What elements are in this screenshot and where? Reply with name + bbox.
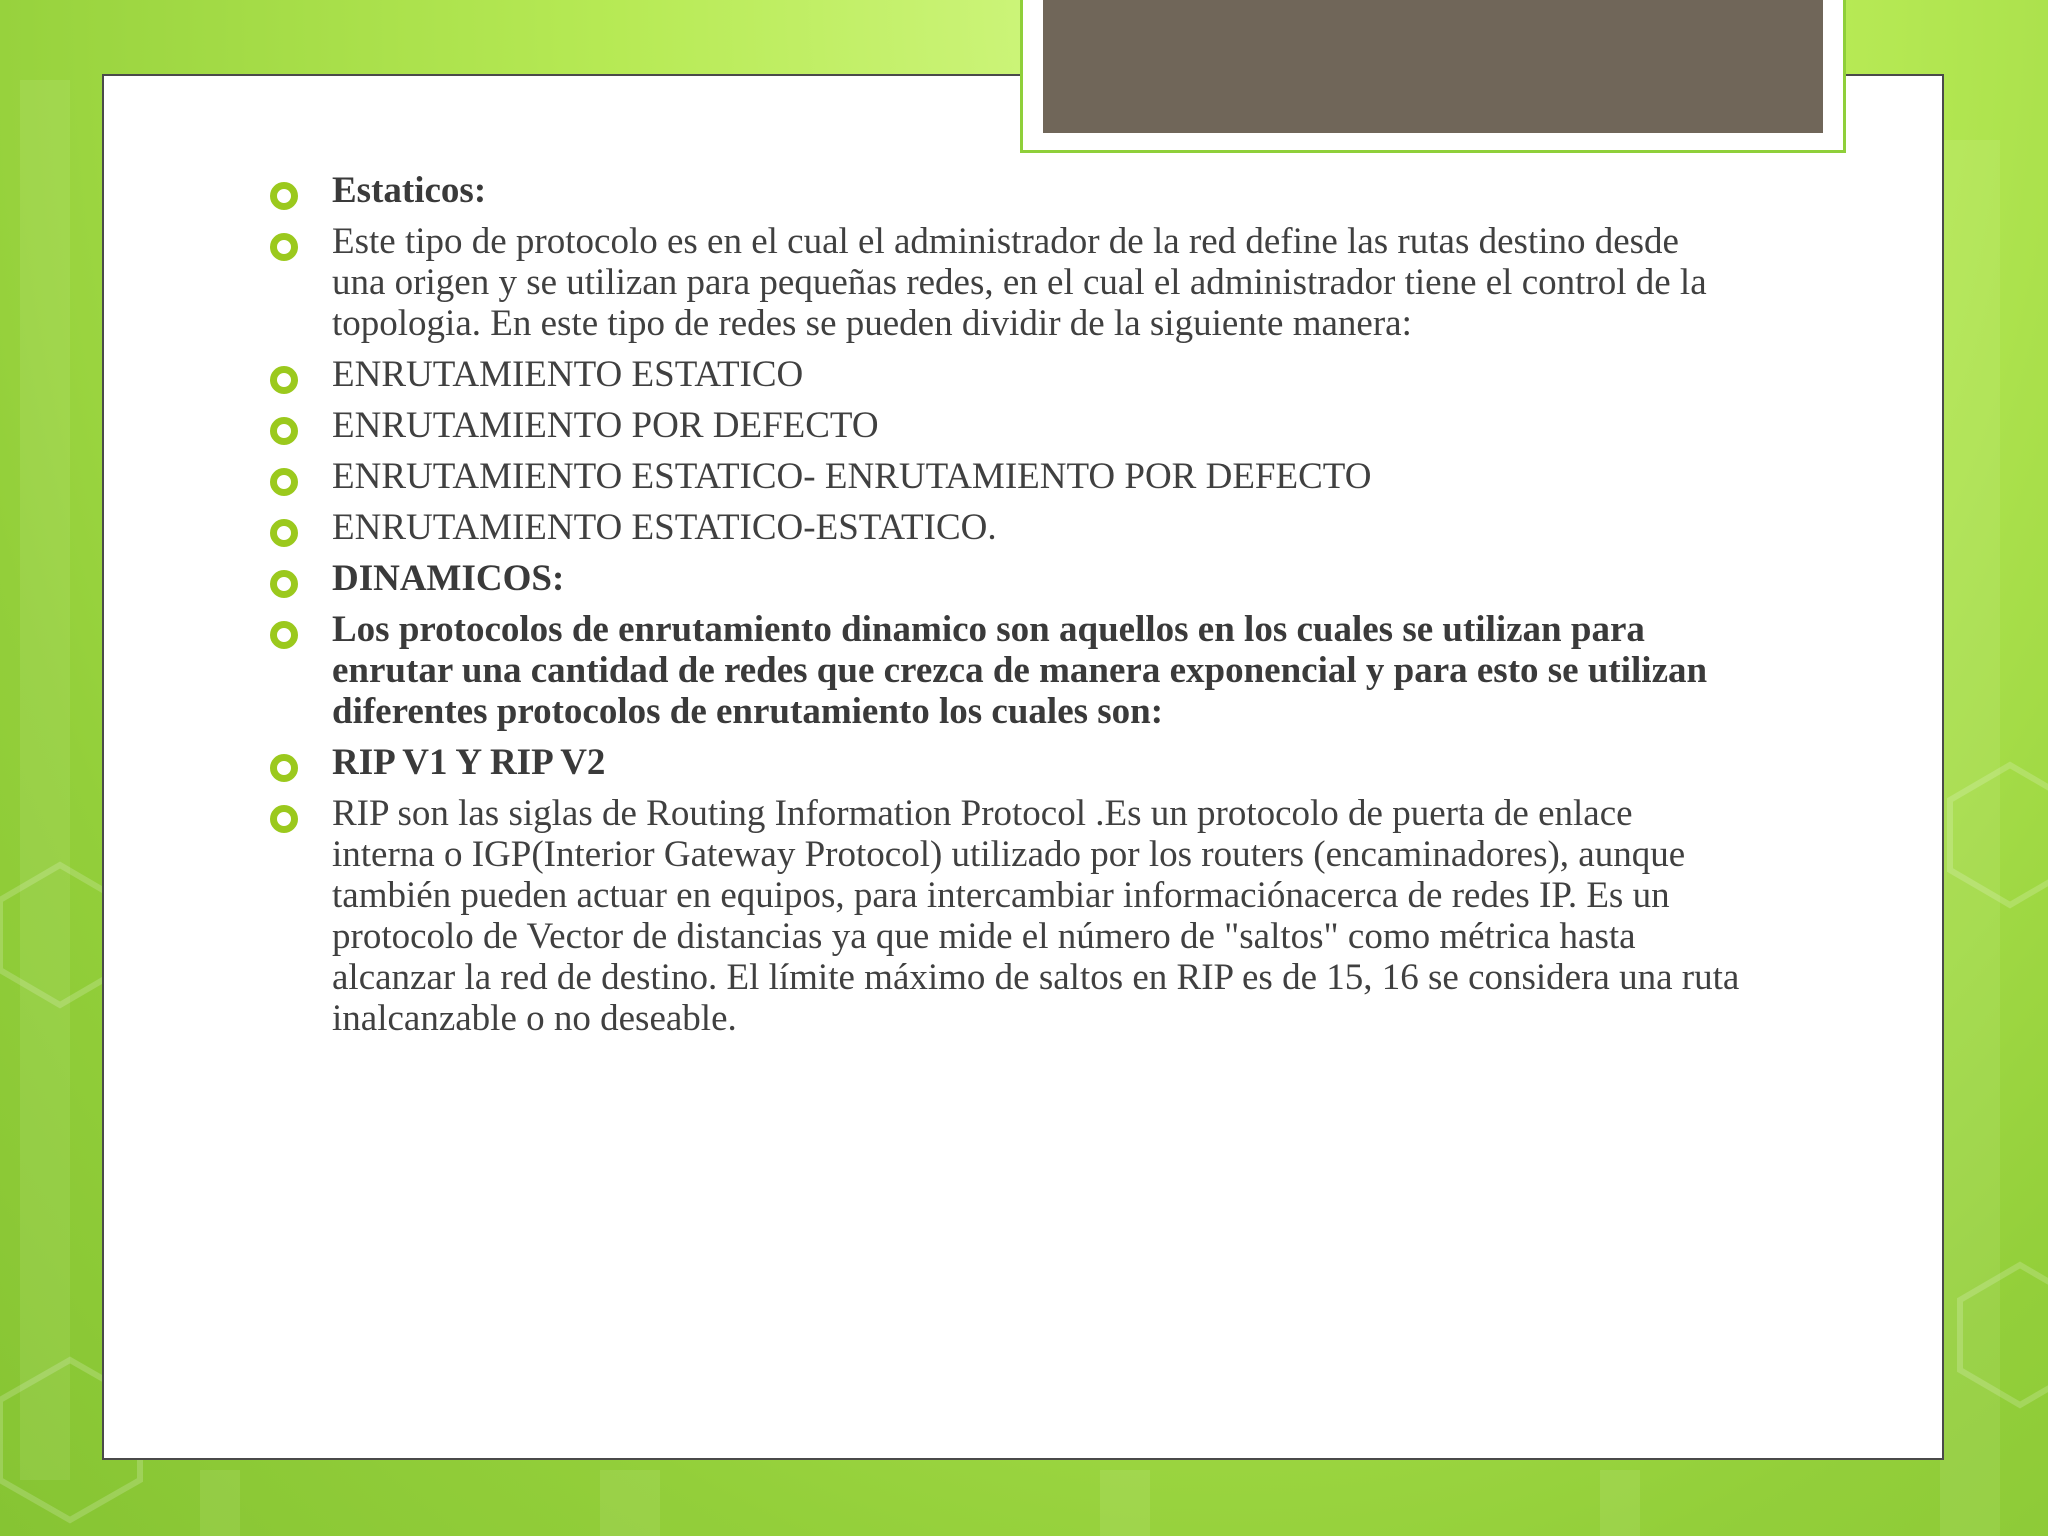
bullet-icon <box>270 182 298 210</box>
title-box <box>1043 0 1823 133</box>
bullet-item <box>270 609 1740 732</box>
bullet-item <box>270 558 1740 599</box>
bullet-item <box>270 354 1740 395</box>
bullet-item <box>270 793 1740 1039</box>
bullet-item <box>270 507 1740 548</box>
bullet-item <box>270 405 1740 446</box>
bullet-text: Estaticos: <box>332 170 487 211</box>
bullet-item <box>270 221 1740 344</box>
bullet-icon <box>270 417 298 445</box>
bullet-text: RIP V1 Y RIP V2 <box>332 742 606 783</box>
bullet-icon <box>270 805 298 833</box>
bullet-item <box>270 170 1740 211</box>
title-tab <box>1020 0 1846 153</box>
bullet-icon <box>270 233 298 261</box>
bullet-text: ENRUTAMIENTO ESTATICO- ENRUTAMIENTO POR DEFECTO <box>332 456 1372 497</box>
bullet-icon <box>270 621 298 649</box>
bullet-text: RIP son las siglas de Routing Information Protocol .Es un protocolo de puerta de enlace interna o IGP(Interior Gateway Protocol) utilizado por los routers (encaminadores), aunque también pueden actuar en equipos, para intercambiar informaciónacerca de redes IP. Es un protocolo de Vector de distancias ya que mide el número de "saltos" como métrica hasta alcanzar la red de destino. El límite máximo de saltos en RIP es de 15, 16 se considera una ruta inalcanzable o no deseable. <box>332 793 1740 1039</box>
bullet-text: ENRUTAMIENTO ESTATICO <box>332 354 804 395</box>
bullet-icon <box>270 570 298 598</box>
bullet-text: Los protocolos de enrutamiento dinamico son aquellos en los cuales se utilizan para enrutar una cantidad de redes que crezca de manera exponencial y para esto se utilizan diferentes protocolos de enrutamiento los cuales son: <box>332 609 1708 732</box>
bullet-text: Este tipo de protocolo es en el cual el administrador de la red define las rutas destino desde una origen y se utilizan para pequeñas redes, en el cual el administrador tiene el control de la topologia. En este tipo de redes se pueden dividir de la siguiente manera: <box>332 221 1707 344</box>
bullet-icon <box>270 468 298 496</box>
bullet-item <box>270 742 1740 783</box>
bullet-icon <box>270 754 298 782</box>
bullet-list <box>270 170 1740 1049</box>
bullet-icon <box>270 519 298 547</box>
bullet-text: ENRUTAMIENTO ESTATICO-ESTATICO. <box>332 507 997 548</box>
bullet-text: DINAMICOS: <box>332 558 565 599</box>
bullet-item <box>270 456 1740 497</box>
bullet-icon <box>270 366 298 394</box>
bullet-text: ENRUTAMIENTO POR DEFECTO <box>332 405 879 446</box>
